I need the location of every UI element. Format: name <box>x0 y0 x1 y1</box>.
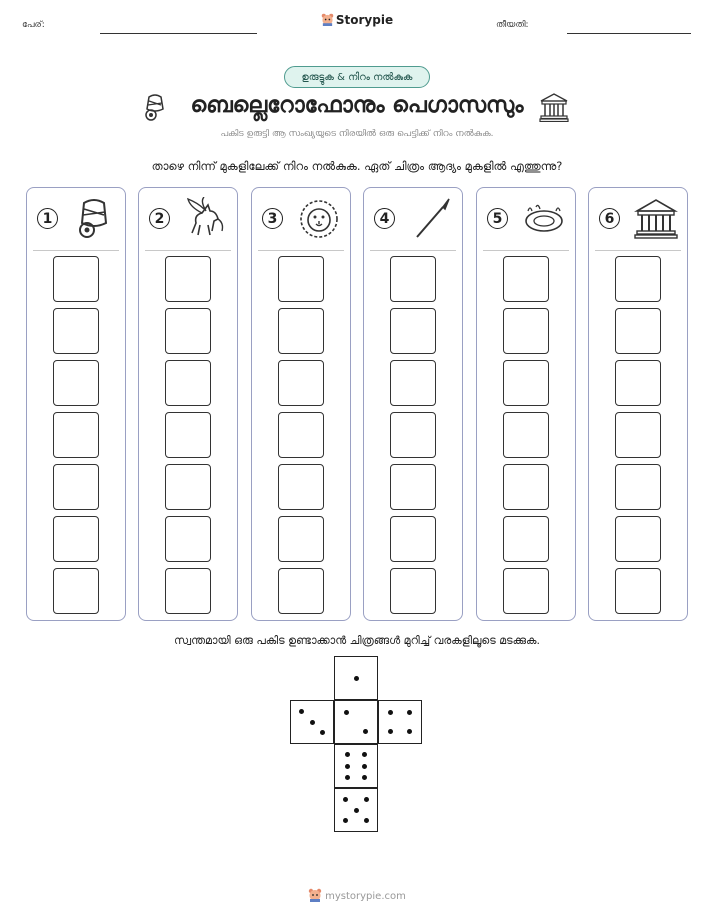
lion-icon <box>297 197 341 241</box>
color-box[interactable] <box>503 360 549 406</box>
color-box[interactable] <box>165 360 211 406</box>
color-box[interactable] <box>390 256 436 302</box>
column-header <box>589 188 687 250</box>
brand-name: Storypie <box>335 13 394 27</box>
name-line[interactable] <box>100 33 257 34</box>
color-box[interactable] <box>503 516 549 562</box>
die-pip <box>299 709 304 714</box>
color-box[interactable] <box>165 308 211 354</box>
color-box[interactable] <box>503 308 549 354</box>
column-divider <box>370 250 456 251</box>
column-divider <box>145 250 231 251</box>
die-pip <box>345 764 350 769</box>
color-box[interactable] <box>503 412 549 458</box>
column-divider <box>483 250 569 251</box>
color-box[interactable] <box>278 464 324 510</box>
color-box[interactable] <box>165 568 211 614</box>
color-box[interactable] <box>615 360 661 406</box>
color-box[interactable] <box>53 256 99 302</box>
color-box[interactable] <box>53 464 99 510</box>
die-face-1 <box>334 656 378 700</box>
date-label: തീയതി: <box>496 20 529 30</box>
color-box[interactable] <box>278 360 324 406</box>
pegasus-icon <box>184 197 228 241</box>
die-face-5 <box>334 788 378 832</box>
color-box[interactable] <box>390 516 436 562</box>
color-box[interactable] <box>503 256 549 302</box>
color-box[interactable] <box>53 308 99 354</box>
die-pip <box>343 797 348 802</box>
die-pip <box>407 729 412 734</box>
activity-pill: ഉരുട്ടുക & നിറം നൽകുക <box>284 66 430 88</box>
temple-icon <box>634 197 678 241</box>
brand-logo <box>0 13 714 27</box>
column-4 <box>363 187 463 621</box>
color-box[interactable] <box>53 412 99 458</box>
die-pip <box>310 720 315 725</box>
footer-url: mystorypie.com <box>325 891 406 902</box>
date-line[interactable] <box>567 33 691 34</box>
footer <box>0 888 714 902</box>
die-pip <box>343 818 348 823</box>
color-box[interactable] <box>53 360 99 406</box>
color-box[interactable] <box>615 412 661 458</box>
column-3 <box>251 187 351 621</box>
column-header <box>477 188 575 250</box>
column-1 <box>26 187 126 621</box>
column-number: 4 <box>374 208 395 229</box>
die-pip <box>364 797 369 802</box>
page-subtitle: പകിട ഉരുട്ടി ആ സംഖ്യയുടെ നിരയിൽ ഒരു പെട്ടിക്ക് നിറം നൽകുക. <box>220 129 494 139</box>
bridle-icon <box>141 93 169 125</box>
color-box[interactable] <box>503 464 549 510</box>
temple-icon <box>539 92 569 122</box>
color-box[interactable] <box>615 568 661 614</box>
bridle-icon <box>72 197 116 241</box>
column-2 <box>138 187 238 621</box>
die-face-3 <box>290 700 334 744</box>
color-box[interactable] <box>615 256 661 302</box>
instruction-text: താഴെ നിന്ന് മുകളിലേക്ക് നിറം നൽകുക. ഏത് ചിത്രം ആദ്യം മുകളിൽ എത്തുന്നു? <box>151 159 563 173</box>
color-box[interactable] <box>165 516 211 562</box>
die-pip <box>354 676 359 681</box>
color-box[interactable] <box>503 568 549 614</box>
spear-icon <box>409 197 453 241</box>
color-box[interactable] <box>390 308 436 354</box>
column-divider <box>258 250 344 251</box>
die-face-6 <box>334 744 378 788</box>
die-pip <box>362 775 367 780</box>
die-pip <box>320 730 325 735</box>
color-box[interactable] <box>278 308 324 354</box>
color-box[interactable] <box>390 412 436 458</box>
color-box[interactable] <box>615 516 661 562</box>
color-box[interactable] <box>278 568 324 614</box>
column-number: 3 <box>262 208 283 229</box>
die-pip <box>407 710 412 715</box>
column-number: 1 <box>37 208 58 229</box>
column-number: 2 <box>149 208 170 229</box>
color-box[interactable] <box>615 308 661 354</box>
color-box[interactable] <box>278 256 324 302</box>
color-box[interactable] <box>278 516 324 562</box>
name-label: പേര്: <box>22 20 45 30</box>
color-box[interactable] <box>53 568 99 614</box>
die-pip <box>362 752 367 757</box>
color-box[interactable] <box>615 464 661 510</box>
column-header <box>252 188 350 250</box>
die-pip <box>363 729 368 734</box>
die-pip <box>388 729 393 734</box>
die-pip <box>344 710 349 715</box>
bear-icon <box>308 888 322 902</box>
column-header <box>139 188 237 250</box>
die-pip <box>388 710 393 715</box>
color-box[interactable] <box>390 568 436 614</box>
fold-instruction: സ്വന്തമായി ഒരു പകിട ഉണ്ടാക്കാൻ ചിത്രങ്ങൾ മുറിച്ച് വരകളിലൂടെ മടക്കുക. <box>174 634 540 647</box>
page-title: ബെല്ലെറോഫോനും പെഗാസസും <box>190 93 524 118</box>
color-box[interactable] <box>53 516 99 562</box>
column-header <box>364 188 462 250</box>
column-divider <box>595 250 681 251</box>
column-divider <box>33 250 119 251</box>
column-header <box>27 188 125 250</box>
color-box[interactable] <box>390 464 436 510</box>
column-6 <box>588 187 688 621</box>
color-box[interactable] <box>165 256 211 302</box>
die-pip <box>345 752 350 757</box>
color-box[interactable] <box>390 360 436 406</box>
bear-icon <box>321 13 334 26</box>
die-face-2 <box>334 700 378 744</box>
die-pip <box>362 764 367 769</box>
column-number: 5 <box>487 208 508 229</box>
color-box[interactable] <box>165 464 211 510</box>
die-pip <box>364 818 369 823</box>
color-box[interactable] <box>165 412 211 458</box>
color-box[interactable] <box>278 412 324 458</box>
die-pip <box>345 775 350 780</box>
swamp-icon <box>522 197 566 241</box>
column-number: 6 <box>599 208 620 229</box>
die-pip <box>354 808 359 813</box>
die-face-4 <box>378 700 422 744</box>
column-5 <box>476 187 576 621</box>
